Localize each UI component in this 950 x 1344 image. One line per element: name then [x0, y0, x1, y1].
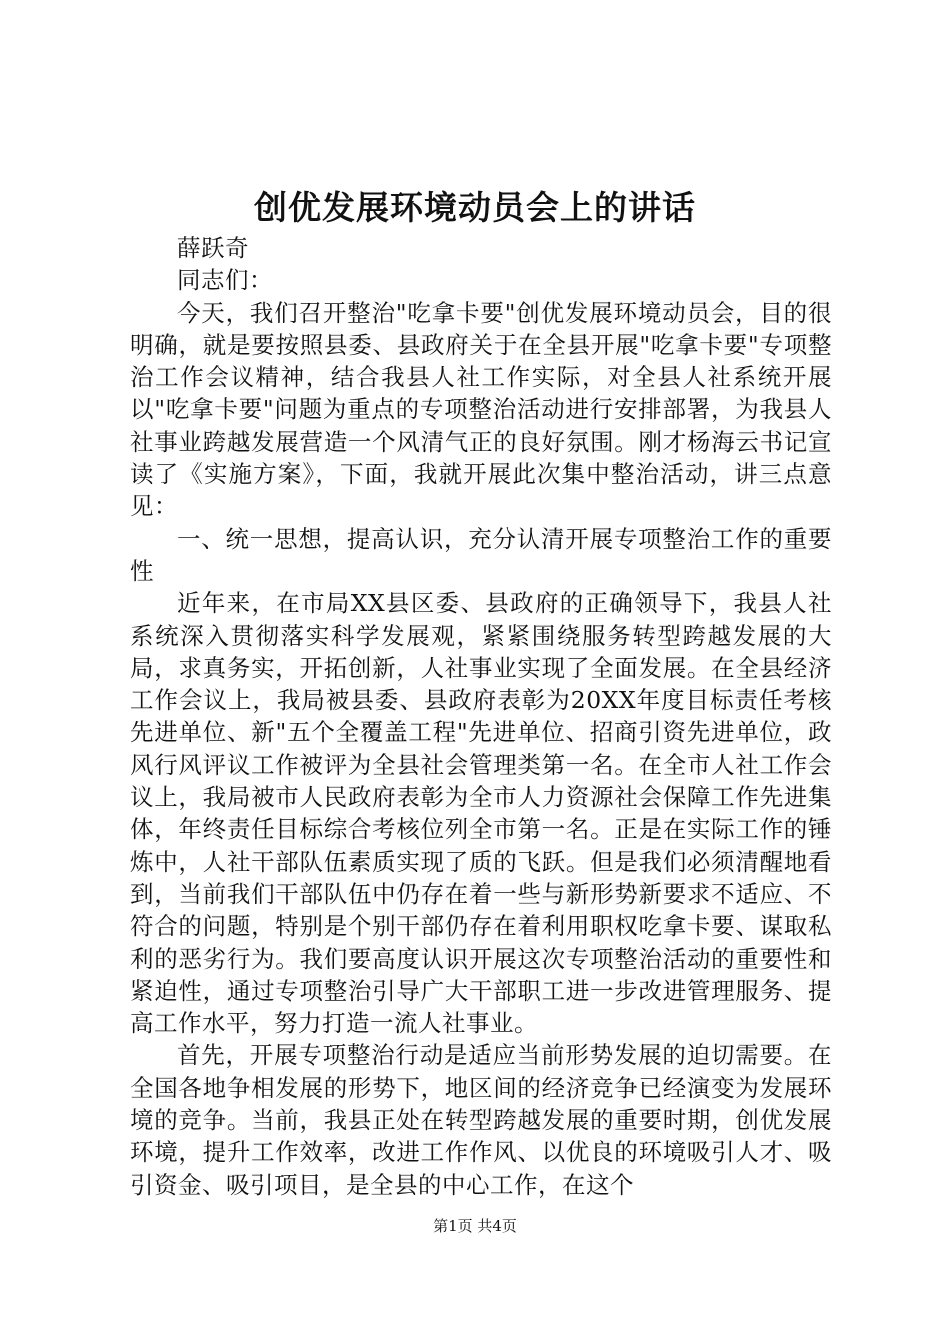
paragraph-first-point: 首先，开展专项整治行动是适应当前形势发展的迫切需要。在全国各地争相发展的形势下，地区间的经济竞争已经演变为发展环境的竞争。当前，我县正处在转型跨越发展的重要时期，创优发展环境，提升工作效率，改进工作作风、以优良的环境吸引人才、吸引资金、吸引项目，是全县的中心工作，在这个: [130, 1041, 832, 1199]
paragraph-background: 近年来，在市局XX县区委、县政府的正确领导下，我县人社系统深入贯彻落实科学发展观，紧紧围绕服务转型跨越发展的大局，求真务实，开拓创新，人社事业实现了全面发展。在全县经济工作会议上，我局被县委、县政府表彰为20XX年度目标责任考核先进单位、新"五个全覆盖工程"先进单位、招商引资先进单位，政风行风评议工作被评为全县社会管理类第一名。在全市人社工作会议上，我局被市人民政府表彰为全市人力资源社会保障工作先进集体，年终责任目标综合考核位列全市第一名。正是在实际工作的锤炼中，人社干部队伍素质实现了质的飞跃。但是我们必须清醒地看到，当前我们干部队伍中仍存在着一些与新形势新要求不适应、不符合的问题，特别是个别干部仍存在着利用职权吃拿卡要、谋取私利的恶劣行为。我们要高度认识开展这次专项整治活动的重要性和紧迫性，通过专项整治引导广大干部职工进一步改进管理服务、提高工作水平，努力打造一流人社事业。: [130, 589, 832, 1038]
section-heading-1: 一、统一思想，提高认识，充分认清开展专项整治工作的重要性: [130, 524, 832, 585]
author-line: 薛跃奇: [177, 234, 249, 262]
page-footer: 第1页 共4页: [433, 1217, 517, 1235]
salutation: 同志们：: [177, 266, 273, 295]
paragraph-intro: 今天，我们召开整治"吃拿卡要"创优发展环境动员会，目的很明确，就是要按照县委、县政府关于在全县开展"吃拿卡要"专项整治工作会议精神，结合我县人社工作实际，对全县人社系统开展以"吃拿卡要"问题为重点的专项整治活动进行安排部署，为我县人社事业跨越发展营造一个风清气正的良好氛围。刚才杨海云书记宣读了《实施方案》，下面，我就开展此次集中整治活动，讲三点意见：: [130, 298, 832, 521]
document-body: [130, 232, 832, 1201]
document-title: 创优发展环境动员会上的讲话: [254, 188, 696, 227]
